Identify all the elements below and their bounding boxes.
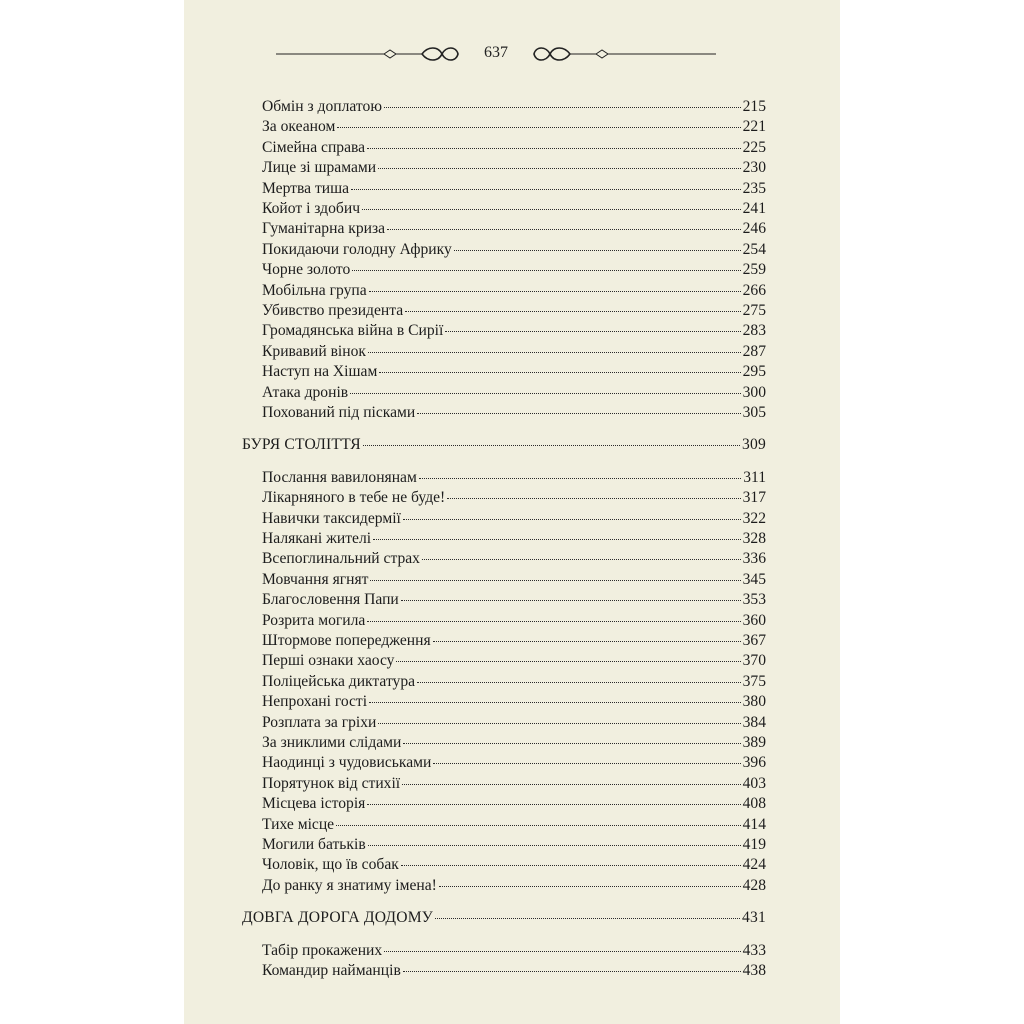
toc-entry: [262, 795, 766, 813]
toc-page-number: 295: [742, 363, 766, 381]
toc-title: Убивство президента: [262, 302, 404, 319]
dot-leader: [435, 918, 740, 919]
toc-page-number: 438: [742, 962, 766, 979]
toc-title: Чоловік, що їв собак: [262, 856, 399, 874]
toc-entry: [262, 98, 766, 116]
dot-leader: [362, 209, 741, 210]
toc-entry: [262, 180, 766, 198]
toc-page-number: 419: [742, 836, 766, 853]
toc-page-number: 317: [742, 489, 766, 507]
toc-entry: [262, 220, 766, 238]
toc-section: [242, 909, 766, 927]
toc-entry: [262, 384, 766, 402]
toc-title: Розплата за гріхи: [262, 713, 377, 731]
toc-page-number: 241: [742, 200, 766, 217]
toc-entry: [262, 139, 766, 157]
toc-entry: [262, 241, 766, 259]
dot-leader: [422, 559, 741, 560]
toc-title: Порятунок від стихії: [262, 774, 401, 792]
dot-leader: [445, 331, 740, 332]
toc-entry: [262, 363, 766, 381]
toc-title: Сімейна справа: [262, 138, 366, 156]
toc-page-number: 360: [742, 611, 766, 629]
toc-title: Громадянська війна в Сирії: [262, 322, 444, 340]
toc-title: Чорне золото: [262, 261, 351, 279]
dot-leader: [417, 682, 741, 683]
toc-entry: [262, 489, 766, 507]
page-number: 637: [484, 44, 508, 61]
toc-title: БУРЯ СТОЛІТТЯ: [242, 436, 361, 454]
toc-title: Навички таксидермії: [262, 509, 401, 527]
toc-page-number: 345: [742, 570, 766, 588]
dot-leader: [337, 127, 740, 128]
toc-title: За океаном: [262, 118, 336, 136]
toc-page-number: 431: [742, 909, 766, 927]
toc-entry: [262, 714, 766, 732]
toc-page-number: 408: [742, 795, 766, 813]
dot-leader: [363, 445, 740, 446]
toc-page-number: 300: [742, 383, 766, 401]
toc-title: Перші ознаки хаосу: [262, 652, 395, 670]
toc-page-number: 305: [742, 404, 766, 421]
toc-entry: [262, 775, 766, 793]
toc-title: Обмін з доплатою: [262, 98, 382, 115]
toc-title: Наступ на Хішам: [262, 363, 378, 381]
toc-page-number: 424: [742, 856, 766, 874]
dot-leader: [352, 270, 740, 271]
toc-entry: [262, 261, 766, 279]
toc-page-number: 221: [742, 118, 766, 136]
toc-title: Мовчання ягнят: [262, 570, 369, 588]
dot-leader: [387, 229, 741, 230]
toc-entry: [262, 530, 766, 548]
toc-entry: [262, 159, 766, 177]
toc-title: Мертва тиша: [262, 179, 350, 197]
toc-title: Всепоглинальний страх: [262, 550, 420, 568]
toc-entry: [262, 942, 766, 960]
dot-leader: [454, 250, 741, 251]
toc-page-number: 225: [742, 138, 766, 156]
dot-leader: [417, 413, 740, 414]
toc-title: Поліцейська диктатура: [262, 672, 416, 690]
ornament-left-icon: [276, 40, 466, 70]
toc-entry: [262, 404, 766, 422]
page-header: [276, 40, 716, 70]
toc-entry: [262, 591, 766, 609]
toc-title: Місцева історія: [262, 795, 366, 813]
toc-title: Табір прокажених: [262, 941, 383, 959]
toc-page-number: 309: [742, 436, 766, 454]
toc-title: Кривавий вінок: [262, 342, 366, 360]
dot-leader: [368, 352, 741, 353]
toc-page-number: 259: [742, 261, 766, 279]
toc-page-number: 375: [742, 672, 766, 690]
toc-title: Непрохані гості: [262, 693, 368, 711]
dot-leader: [401, 600, 741, 601]
toc-entry: [262, 673, 766, 691]
dot-leader: [350, 393, 740, 394]
dot-leader: [369, 702, 741, 703]
toc-entry: [262, 550, 766, 568]
toc-page-number: 389: [742, 734, 766, 751]
toc-title: Лікарняного в тебе не буде!: [262, 489, 446, 507]
toc-page-number: 311: [743, 468, 766, 486]
dot-leader: [367, 804, 740, 805]
dot-leader: [370, 580, 740, 581]
toc-page-number: 254: [742, 240, 766, 258]
toc-page-number: 396: [742, 754, 766, 772]
toc-title: Послання вавилонянам: [262, 468, 417, 486]
toc-page-number: 336: [742, 550, 766, 568]
toc-page-number: 433: [742, 941, 766, 959]
toc-page-number: 275: [742, 302, 766, 319]
dot-leader: [401, 865, 741, 866]
toc-entry: [262, 856, 766, 874]
toc-title: Налякані жителі: [262, 530, 372, 547]
dot-leader: [447, 498, 740, 499]
toc-title: Тихе місце: [262, 815, 335, 833]
toc-title: За зниклими слідами: [262, 734, 402, 751]
toc-entry: [262, 836, 766, 854]
dot-leader: [396, 661, 740, 662]
toc-entry: [262, 816, 766, 834]
toc-page-number: 230: [742, 159, 766, 177]
dot-leader: [384, 107, 741, 108]
toc-title: Наодинці з чудовиськами: [262, 754, 432, 772]
toc-page-number: 367: [742, 632, 766, 649]
toc-entry: [262, 510, 766, 528]
toc-entry: [262, 877, 766, 895]
dot-leader: [384, 951, 740, 952]
toc-page-number: 370: [742, 652, 766, 670]
toc-page-number: 283: [742, 322, 766, 340]
toc-page-number: 266: [742, 281, 766, 299]
toc-page-number: 384: [742, 713, 766, 731]
toc-title: Похований під пісками: [262, 404, 416, 421]
toc-page-number: 235: [742, 179, 766, 197]
toc-title: Штормове попередження: [262, 632, 431, 649]
toc-entry: [262, 118, 766, 136]
dot-leader: [433, 763, 740, 764]
toc-title: Атака дронів: [262, 383, 349, 401]
dot-leader: [351, 189, 741, 190]
dot-leader: [369, 291, 741, 292]
toc-title: Командир найманців: [262, 962, 401, 979]
toc-page-number: 428: [742, 876, 766, 894]
toc-title: ДОВГА ДОРОГА ДОДОМУ: [242, 909, 433, 927]
toc-entry: [262, 282, 766, 300]
toc-entry: [262, 322, 766, 340]
toc-entry: [262, 343, 766, 361]
toc-page-number: 380: [742, 693, 766, 711]
toc-title: Благословення Папи: [262, 591, 399, 609]
toc-title: Лице зі шрамами: [262, 159, 377, 177]
toc-entry: [262, 652, 766, 670]
toc-entry: [262, 469, 766, 487]
dot-leader: [403, 519, 741, 520]
dot-leader: [378, 723, 740, 724]
dot-leader: [379, 372, 740, 373]
toc-entry: [262, 200, 766, 218]
toc-entry: [262, 302, 766, 320]
toc-entry: [262, 612, 766, 630]
dot-leader: [402, 784, 740, 785]
dot-leader: [433, 641, 741, 642]
toc-section: [242, 436, 766, 454]
dot-leader: [367, 148, 741, 149]
toc-title: Койот і здобич: [262, 200, 361, 217]
dot-leader: [368, 845, 741, 846]
dot-leader: [419, 478, 741, 479]
toc-page-number: 322: [742, 509, 766, 527]
toc-title: Мобільна група: [262, 281, 367, 299]
toc-title: Могили батьків: [262, 836, 366, 853]
dot-leader: [403, 971, 741, 972]
toc-entry: [262, 734, 766, 752]
toc-entry: [262, 571, 766, 589]
toc-page-number: 246: [742, 220, 766, 238]
dot-leader: [373, 539, 741, 540]
toc-page-number: 328: [742, 530, 766, 547]
book-page: [184, 0, 840, 1024]
toc-title: Гуманітарна криза: [262, 220, 386, 238]
dot-leader: [378, 168, 741, 169]
toc-page-number: 414: [742, 815, 766, 833]
dot-leader: [336, 825, 741, 826]
dot-leader: [403, 743, 740, 744]
toc-entry: [262, 693, 766, 711]
dot-leader: [405, 311, 740, 312]
toc-page-number: 403: [742, 774, 766, 792]
toc-title: Розрита могила: [262, 611, 366, 629]
dot-leader: [439, 886, 741, 887]
toc-entry: [262, 754, 766, 772]
toc-entry: [262, 632, 766, 650]
toc-page-number: 215: [742, 98, 766, 115]
toc-page-number: 353: [742, 591, 766, 609]
toc-title: До ранку я знатиму імена!: [262, 876, 437, 894]
dot-leader: [367, 621, 740, 622]
toc-title: Покидаючи голодну Африку: [262, 240, 452, 258]
ornament-right-icon: [526, 40, 716, 70]
toc-entry: [262, 962, 766, 980]
toc-page-number: 287: [742, 342, 766, 360]
